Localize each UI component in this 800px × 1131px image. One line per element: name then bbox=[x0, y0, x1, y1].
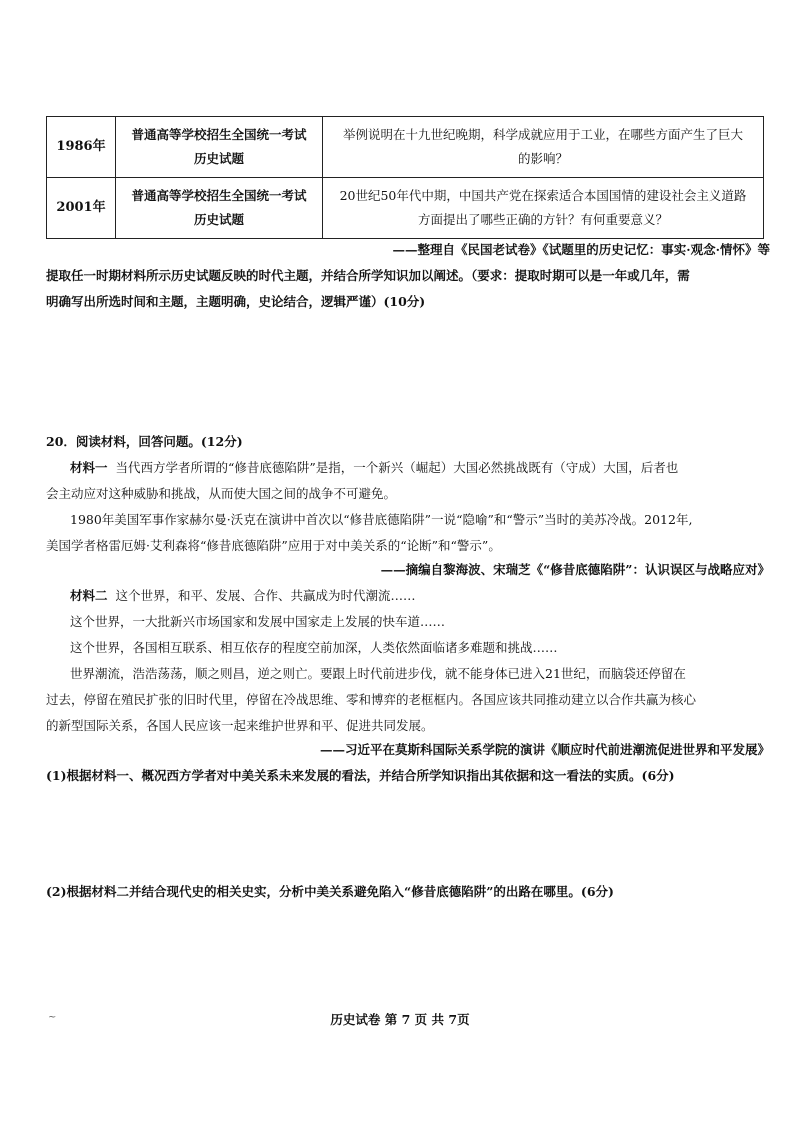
material1-line: 会主动应对这种威胁和挑战，从而使大国之间的战争不可避免。 bbox=[46, 486, 397, 501]
q19-prompt-line: 提取任一时期材料所示历史试题反映的时代主题，并结合所学知识加以阐述。（要求：提取时期可以是一年或几年，需 bbox=[46, 268, 690, 283]
question-line: 方面提出了哪些正确的方针？有何重要意义？ bbox=[417, 212, 668, 227]
corner-mark: ~ bbox=[48, 1012, 57, 1023]
exam-name-line: 历史试题 bbox=[193, 151, 244, 166]
material1-label: 材料一 bbox=[70, 460, 108, 475]
question-line: 举例说明在十九世纪晚期，科学成就应用于工业，在哪些方面产生了巨大 bbox=[342, 127, 743, 142]
sub-question-2: (2)根据材料二并结合现代史的相关史实，分析中美关系避免陷入“修昔底德陷阱”的出路在哪里。(6分) bbox=[46, 884, 614, 899]
question-cell bbox=[323, 178, 764, 239]
q19-prompt-line: 明确写出所选时间和主题，主题明确，史论结合，逻辑严谨）(10分) bbox=[46, 294, 426, 309]
material2-line: 这个世界，一大批新兴市场国家和发展中国家走上发展的快车道…… bbox=[70, 614, 446, 629]
exam-name-cell bbox=[116, 117, 323, 178]
question-line: 的影响？ bbox=[517, 151, 568, 166]
q20-header: 20．阅读材料，回答问题。(12分) bbox=[46, 434, 243, 449]
material2-line: 的新型国际关系，各国人民应该一起来维护世界和平、促进共同发展。 bbox=[46, 718, 434, 733]
page-footer: 历史试卷 第 7 页 共 7页 bbox=[330, 1012, 470, 1027]
source-citation-2: ——摘编自黎海波、宋瑞芝《“修昔底德陷阱”：认识误区与战略应对》 bbox=[380, 562, 770, 577]
exam-name-line: 普通高等学校招生全国统一考试 bbox=[131, 188, 307, 203]
material1-line: 美国学者格雷厄姆·艾利森将“修昔底德陷阱”应用于对中美关系的“论断”和“警示”。 bbox=[46, 538, 501, 553]
sub-question-1: (1)根据材料一、概况西方学者对中美关系未来发展的看法，并结合所学知识指出其依据和这一看法的实质。(6分) bbox=[46, 768, 675, 783]
material2-line bbox=[70, 586, 415, 604]
material2-line: 过去，停留在殖民扩张的旧时代里，停留在冷战思维、零和博弈的老框框内。各国应该共同推动建立以合作共赢为核心 bbox=[46, 692, 697, 707]
year-cell: 2001年 bbox=[47, 178, 116, 239]
material1-text: 当代西方学者所谓的“修昔底德陷阱”是指，一个新兴（崛起）大国必然挑战既有（守成）大国，后者也 bbox=[115, 460, 679, 475]
exam-name-line: 普通高等学校招生全国统一考试 bbox=[131, 127, 307, 142]
year-cell: 1986年 bbox=[47, 117, 116, 178]
exam-name-cell bbox=[116, 178, 323, 239]
source-citation-3: ——习近平在莫斯科国际关系学院的演讲《顺应时代前进潮流促进世界和平发展》 bbox=[319, 742, 770, 757]
material1-line bbox=[70, 458, 678, 476]
table-row bbox=[47, 117, 764, 178]
material2-label: 材料二 bbox=[70, 588, 108, 603]
material2-line: 世界潮流，浩浩荡荡，顺之则昌，逆之则亡。要跟上时代前进步伐，就不能身体已进入21世纪，而脑袋还停留在 bbox=[70, 666, 686, 681]
material2-line: 这个世界，各国相互联系、相互依存的程度空前加深，人类依然面临诸多难题和挑战…… bbox=[70, 640, 558, 655]
question-cell bbox=[323, 117, 764, 178]
question-line: 20世纪50年代中期，中国共产党在探索适合本国国情的建设社会主义道路 bbox=[339, 188, 747, 203]
material1-line: 1980年美国军事作家赫尔曼·沃克在演讲中首次以“修昔底德陷阱”一说“隐喻”和“警示”当时的美苏冷战。2012年, bbox=[70, 512, 693, 527]
exam-question-table bbox=[46, 116, 764, 239]
table-row bbox=[47, 178, 764, 239]
material2-text: 这个世界，和平、发展、合作、共赢成为时代潮流…… bbox=[115, 588, 416, 603]
source-citation-1: ——整理自《民国老试卷》《试题里的历史记忆：事实·观念·情怀》等 bbox=[392, 242, 770, 257]
exam-name-line: 历史试题 bbox=[193, 212, 244, 227]
